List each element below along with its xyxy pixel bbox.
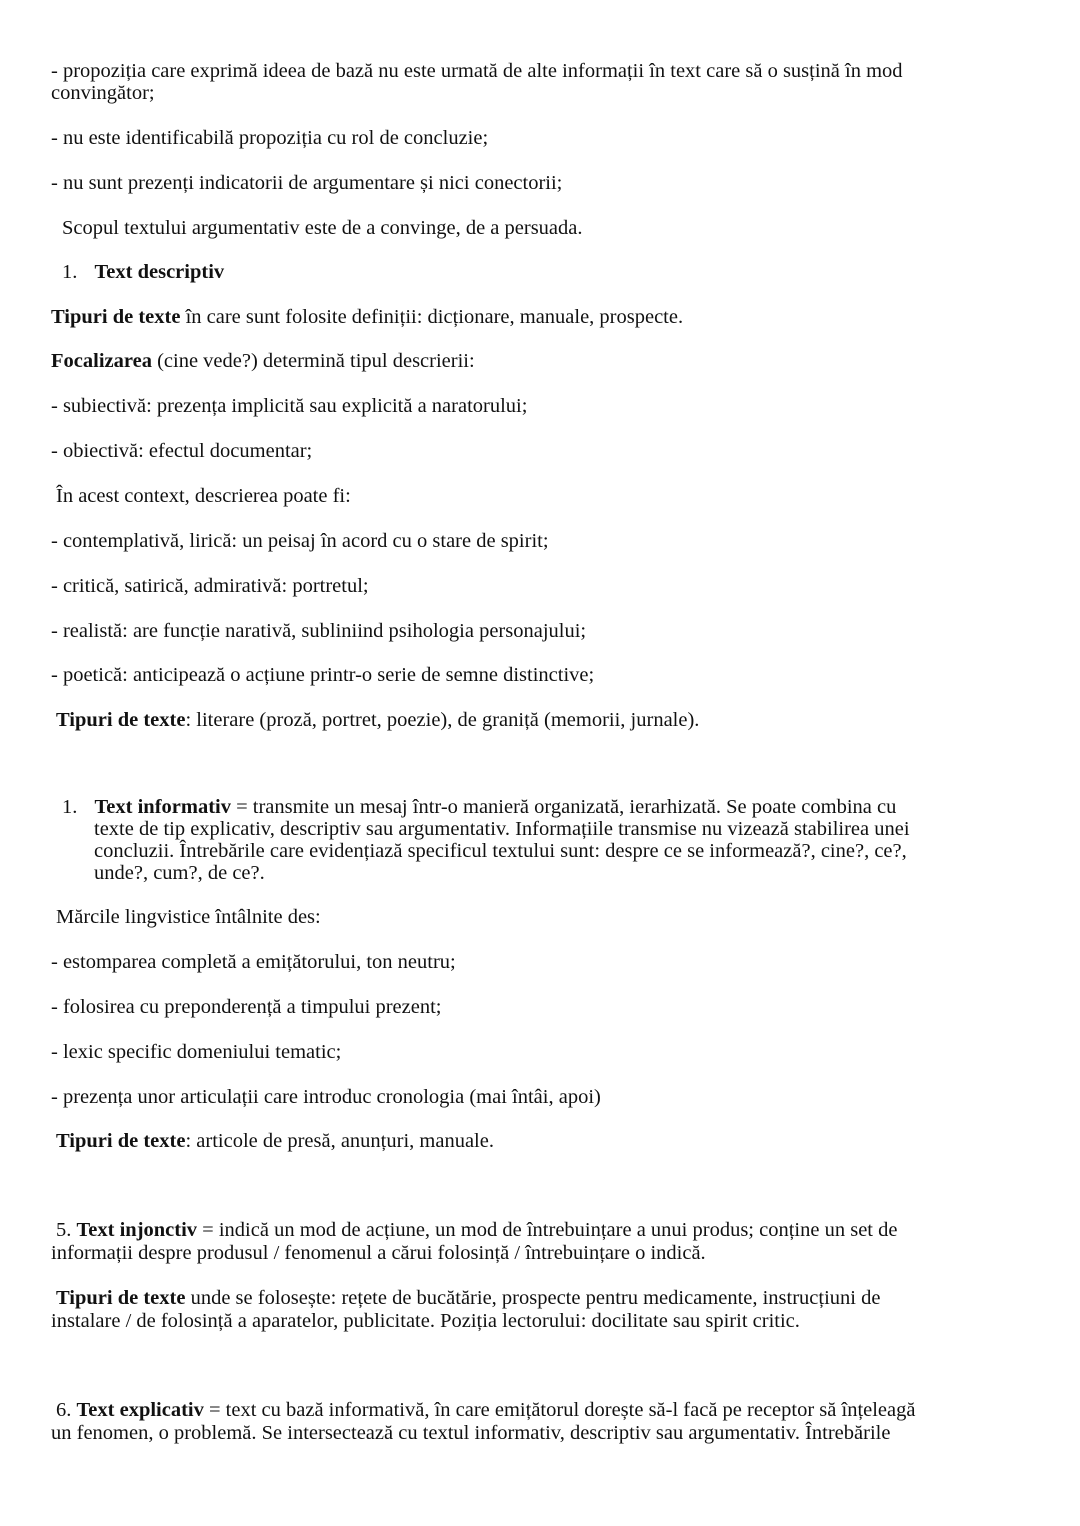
text-line: - nu este identificabilă propoziția cu rol de concluzie; [51,127,489,149]
text-line: - subiectivă: prezența implicită sau explicită a naratorului; [51,395,528,417]
text-span: în care sunt folosite definiții: dicționare, manuale, prospecte. [180,306,684,328]
section-heading-informativ [62,796,896,819]
text-line: - estomparea completă a emițătorului, ton neutru; [51,951,456,973]
text-line: - poetică: anticipează o acțiune printr-o serie de semne distinctive; [51,664,595,686]
text-line: - propoziția care exprimă ideea de bază nu este urmată de alte informații în text care să o susțină în mod [51,60,903,82]
text-line: - prezența unor articulații care introduc cronologia (mai întâi, apoi) [51,1086,601,1108]
text-line [56,1287,880,1310]
bold-term: Tipuri de texte [56,1287,186,1309]
bold-term: Tipuri de texte [56,1130,186,1152]
list-number: 1. [62,796,78,818]
section-title: Text informativ [94,796,231,818]
text-line [51,350,475,373]
section-title: Text explicativ [76,1399,204,1421]
text-line [51,306,683,329]
section-heading-explicativ [56,1399,915,1422]
text-span: : literare (proză, portret, poezie), de graniță (memorii, jurnale). [185,709,700,731]
text-line: - nu sunt prezenți indicatorii de argumentare și nici conectorii; [51,172,563,194]
text-line: - obiectivă: efectul documentar; [51,440,313,462]
text-line: - lexic specific domeniului tematic; [51,1041,342,1063]
text-line: instalare / de folosință a aparatelor, publicitate. Poziția lectorului: docilitate sau spirit critic. [51,1310,800,1332]
text-span: = text cu bază informativă, în care emițătorul dorește să-l facă pe receptor să înțeleagă [203,1399,916,1421]
list-number: 5. [56,1219,77,1241]
section-title: Text descriptiv [94,261,225,283]
text-line: - critică, satirică, admirativă: portretul; [51,575,369,597]
bold-term: Tipuri de texte [51,306,181,328]
text-line: un fenomen, o problemă. Se intersectează cu textul informativ, descriptiv sau argumentativ. Întrebările [51,1422,891,1444]
bold-term: Focalizarea [51,350,152,372]
bold-term: Tipuri de texte [56,709,186,731]
text-line: texte de tip explicativ, descriptiv sau argumentativ. Informațiile transmise nu vizează stabilirea unei [94,818,910,840]
text-line: - folosirea cu preponderență a timpului prezent; [51,996,442,1018]
text-span: = indică un mod de acțiune, un mod de întrebuințare a unui produs; conține un set de [197,1219,898,1241]
list-number: 6. [56,1399,77,1421]
text-line [56,1130,494,1153]
text-span: = transmite un mesaj într-o manieră organizată, ierarhizată. Se poate combina cu [230,796,897,818]
text-line: Scopul textului argumentativ este de a convinge, de a persuada. [62,217,583,239]
text-line: Mărcile lingvistice întâlnite des: [56,906,321,928]
text-span: : articole de presă, anunțuri, manuale. [185,1130,494,1152]
text-span: unde se folosește: rețete de bucătărie, prospecte pentru medicamente, instrucțiuni de [185,1287,881,1309]
text-line: convingător; [51,82,155,104]
text-line [56,709,699,732]
text-line: - realistă: are funcție narativă, subliniind psihologia personajului; [51,620,587,642]
text-line: În acest context, descrierea poate fi: [56,485,351,507]
section-title: Text injonctiv [76,1219,198,1241]
section-heading-descriptiv [62,261,224,284]
text-line: - contemplativă, lirică: un peisaj în acord cu o stare de spirit; [51,530,549,552]
text-line: concluzii. Întrebările care evidențiază specificul textului sunt: despre ce se informează?, cine?, ce?, [94,840,907,862]
text-span: (cine vede?) determină tipul descrierii: [151,350,475,372]
list-number: 1. [62,261,78,283]
text-line: unde?, cum?, de ce?. [94,862,265,884]
text-line: informații despre produsul / fenomenul a cărui folosință / întrebuințare o indică. [51,1242,706,1264]
section-heading-injonctiv [56,1219,897,1242]
